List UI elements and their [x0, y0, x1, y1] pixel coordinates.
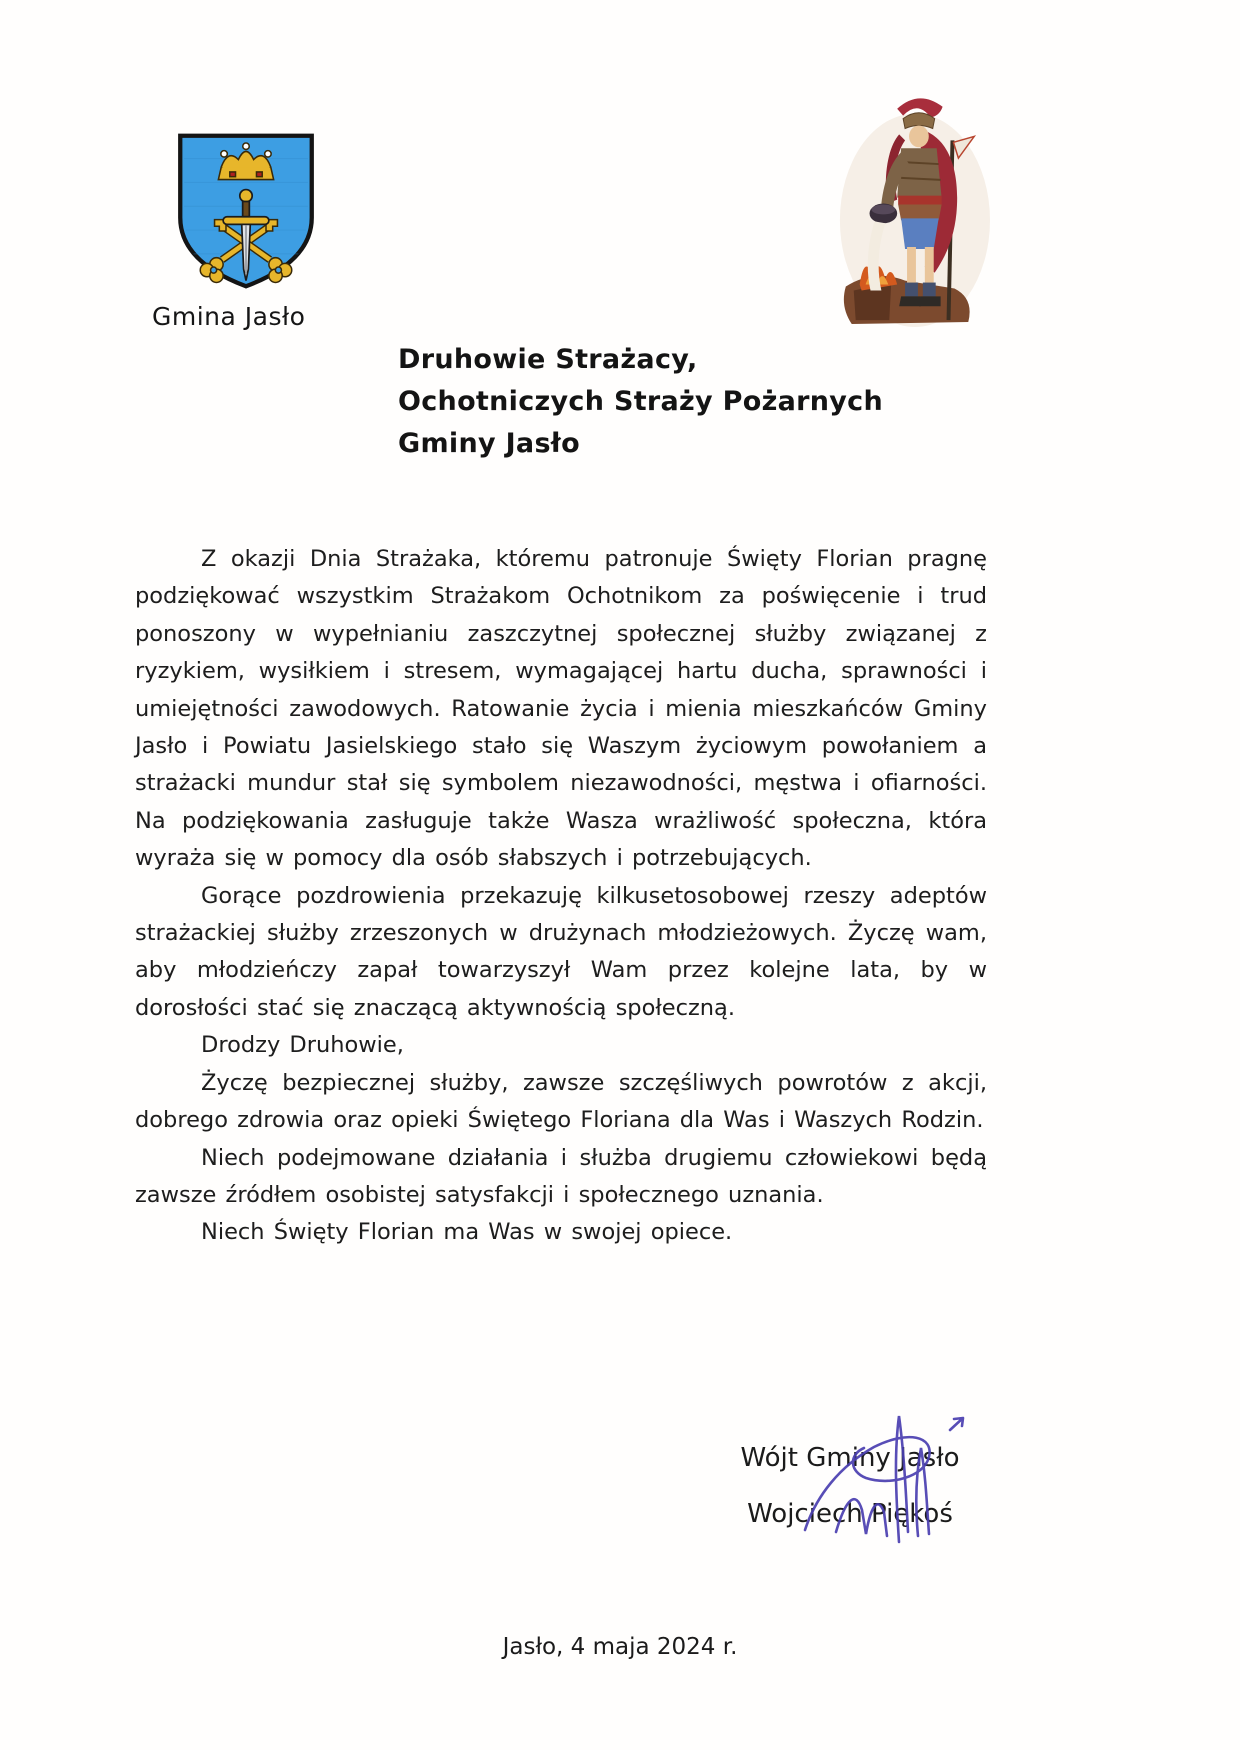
salutation-line-3: Gminy Jasło [398, 428, 580, 459]
salutation-line-2: Ochotniczych Straży Pożarnych [398, 386, 883, 417]
emblem-caption: Gmina Jasło [152, 302, 306, 331]
signature-block [690, 1430, 1010, 1542]
saint-florian-icon [832, 84, 990, 332]
letter-body [135, 541, 987, 1252]
paragraph-dear-comrades: Drodzy Druhowie, [201, 1032, 404, 1059]
date-line: Jasło, 4 maja 2024 r. [502, 1634, 738, 1660]
paragraph-thanks: Z okazji Dnia Strażaka, któremu patronuje Święty Florian pragnę podziękować wszystkim Strażakom Ochotnikom za poświęcenie i trud ponoszony w wypełnianiu zaszczytnej społecznej służby związanej z ryzykiem, wysiłkiem i stresem, wymagającej hartu ducha, sprawności i umiejętności zawodowych. Ratowanie życia i mienia mieszkańców Gminy Jasło i Powiatu Jasielskiego stało się Waszym życiowym powołaniem a strażacki mundur stał się symbolem niezawodności, męstwa i ofiarności. Na podziękowania zasługuje także Wasza wrażliwość społeczna, która wyraża się w pomocy dla osób słabszych i potrzebujących. [135, 546, 987, 872]
coat-of-arms-icon [172, 130, 320, 292]
saint-florian-image [832, 84, 990, 332]
paragraph-florian-care: Niech Święty Florian ma Was w swojej opiece. [201, 1219, 733, 1246]
paragraph-satisfaction: Niech podejmowane działania i służba drugiemu człowiekowi będą zawsze źródłem osobistej satysfakcji i społecznego uznania. [135, 1144, 987, 1208]
paragraph-youth-greetings: Gorące pozdrowienia przekazuję kilkusetosobowej rzeszy adeptów strażackiej służby zrzeszonych w drużynach młodzieżowych. Życzę wam, aby młodzieńczy zapał towarzyszył Wam przez kolejne lata, by w dorosłości stać się znaczącą aktywnością społeczną. [135, 882, 987, 1021]
salutation-heading [398, 339, 883, 465]
coat-of-arms [152, 130, 352, 331]
paragraph-wishes: Życzę bezpiecznej służby, zawsze szczęśliwych powrotów z akcji, dobrego zdrowia oraz opieki Świętego Floriana dla Was i Waszych Rodzin. [135, 1069, 987, 1134]
salutation-line-1: Druhowie Strażacy, [398, 344, 698, 375]
signature-title: Wójt Gminy Jasło [740, 1443, 960, 1473]
signature-name: Wojciech Piękoś [747, 1499, 953, 1529]
